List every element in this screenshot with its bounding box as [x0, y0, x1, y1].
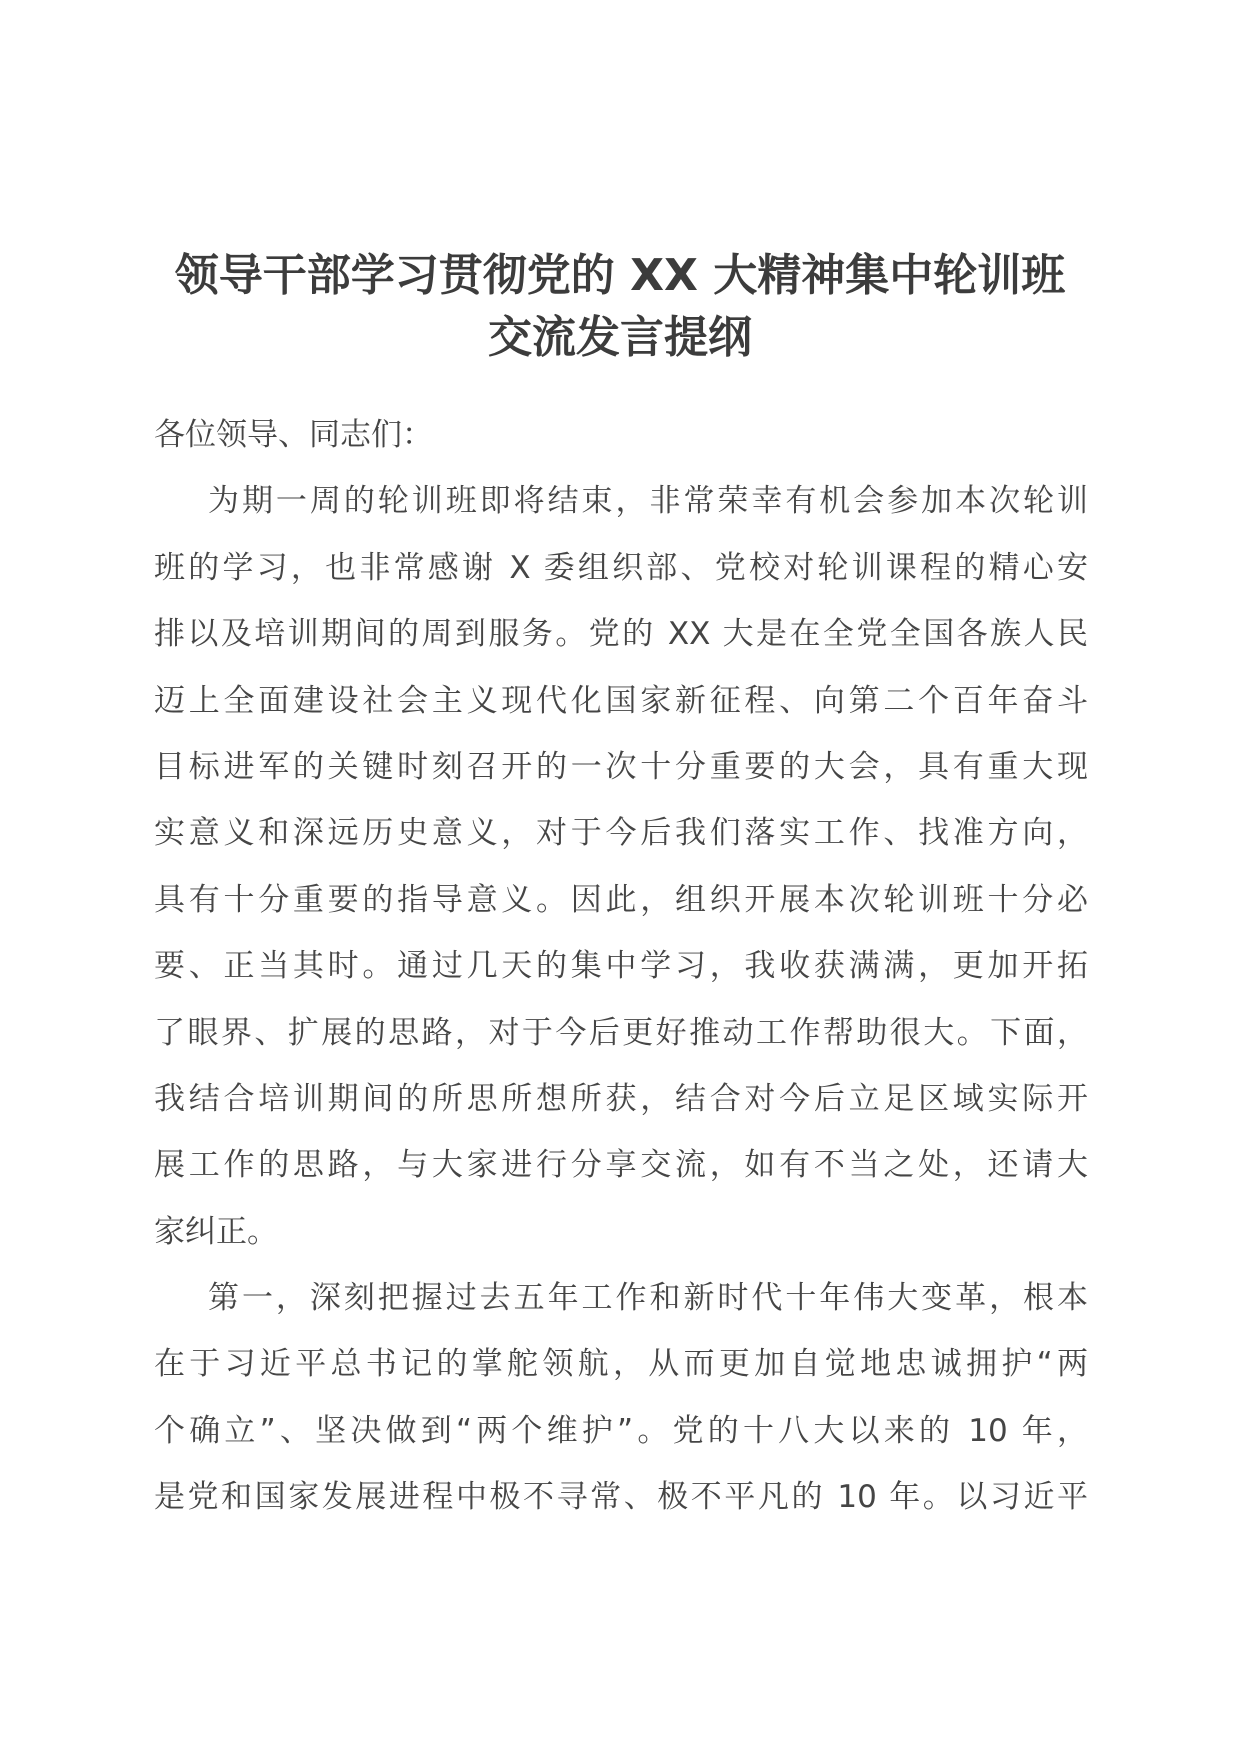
- paragraph-1-line: 排以及培训期间的周到服务。党的 XX 大是在全党全国各族人民: [154, 616, 1088, 653]
- paragraph-1-line: 目标进军的关键时刻召开的一次十分重要的大会，具有重大现: [154, 748, 1088, 785]
- paragraph-1-line: 迈上全面建设社会主义现代化国家新征程、向第二个百年奋斗: [154, 682, 1088, 719]
- paragraph-2-line: 是党和国家发展进程中极不寻常、极不平凡的 10 年。以习近平: [154, 1479, 1088, 1516]
- title-line-2: 交流发言提纲: [488, 312, 752, 363]
- paragraph-2-line: 个确立”、坚决做到“两个维护”。党的十八大以来的 10 年，: [154, 1412, 1088, 1449]
- paragraph-1-line: 具有十分重要的指导意义。因此，组织开展本次轮训班十分必: [154, 881, 1088, 918]
- paragraph-1-line: 班的学习，也非常感谢 X 委组织部、党校对轮训课程的精心安: [154, 549, 1088, 586]
- document-body: [154, 402, 1088, 1531]
- paragraph-1-line: 了眼界、扩展的思路，对于今后更好推动工作帮助很大。下面，: [154, 1014, 1088, 1051]
- salutation: 各位领导、同志们：: [154, 417, 433, 453]
- paragraph-1-line: 为期一周的轮训班即将结束，非常荣幸有机会参加本次轮训: [208, 483, 1088, 520]
- paragraph-1-line: 实意义和深远历史意义，对于今后我们落实工作、找准方向，: [154, 815, 1088, 852]
- paragraph-2-line: 第一，深刻把握过去五年工作和新时代十年伟大变革，根本: [208, 1280, 1088, 1317]
- document-title: [100, 245, 1140, 369]
- paragraph-1-line: 展工作的思路，与大家进行分享交流，如有不当之处，还请大: [154, 1147, 1088, 1184]
- paragraph-1-line: 家纠正。: [154, 1213, 278, 1250]
- paragraph-1-line: 要、正当其时。通过几天的集中学习，我收获满满，更加开拓: [154, 948, 1088, 985]
- paragraph-2-line: 在于习近平总书记的掌舵领航，从而更加自觉地忠诚拥护“两: [154, 1346, 1088, 1383]
- paragraph-1-line: 我结合培训期间的所思所想所获，结合对今后立足区域实际开: [154, 1080, 1088, 1117]
- title-line-1: 领导干部学习贯彻党的 XX 大精神集中轮训班: [174, 250, 1066, 301]
